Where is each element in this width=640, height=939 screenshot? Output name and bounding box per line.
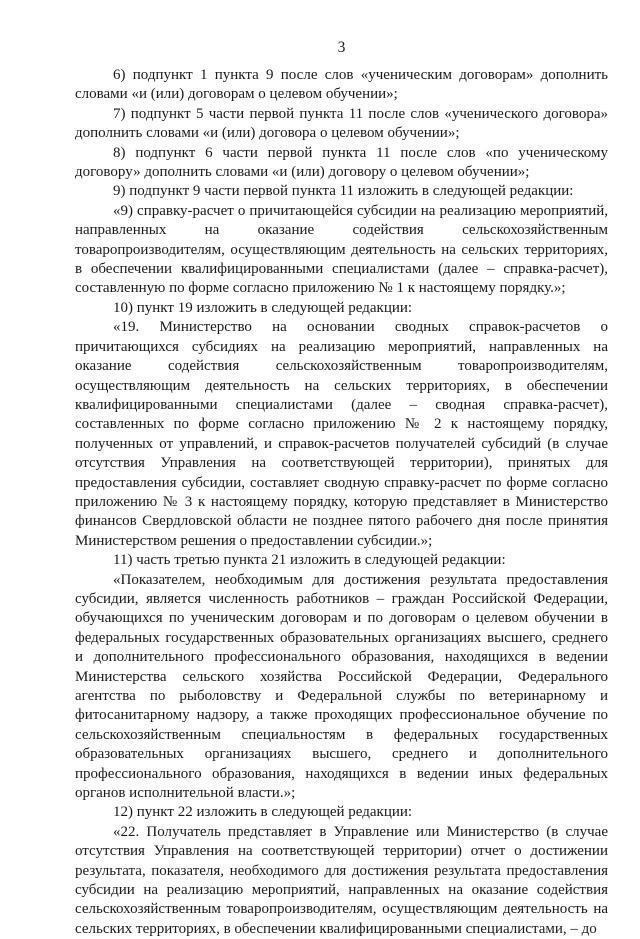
paragraph-quote-22: «22. Получатель представляет в Управление или Министерство (в случае отсутствия Управления на соответствующей территории) отчет о достижении результата, показателя, необходимого для достижения результата предоставления субсидии на реализацию мероприятий, направленных на оказание содействия сельскохозяйственным товаропроизводителям, осуществляющим деятельность на сельских территориях, в обеспечении квалифицированными специалистами, – до (75, 823, 608, 937)
paragraph-quote-indicator: «Показателем, необходимым для достижения результата предоставления субсидии, является численность работников – граждан Российской Федерации, обучающихся по ученическим договорам и по договорам о целевом обучении в федеральных государственных образовательных организациях высшего, среднего и дополнительного профессионального образования, находящихся в ведении Министерства сельского хозяйства Российской Федерации, Федерального агентства по рыболовству и Федеральной службы по ветеринарному и фитосанитарному надзору, а также проходящих профессиональное обучение по сельскохозяйственным специальностям в федеральных государственных образовательных организациях высшего, среднего и дополнительного профессионального образования, находящихся в ведении иных федеральных органов исполнительной власти.»; (75, 571, 608, 802)
page-number: 3 (337, 39, 346, 56)
paragraph-quote-9: «9) справку-расчет о причитающейся субсидии на реализацию мероприятий, направленных на оказание содействия сельскохозяйственным товаропроизводителям, осуществляющим деятельность на сельских территориях, в обеспечении квалифицированными специалистами (далее – справка-расчет), составленную по форме согласно приложению № 1 к настоящему порядку.»; (75, 202, 608, 297)
document-page (75, 38, 608, 939)
paragraph-item-7: 7) подпункт 5 части первой пункта 11 после слов «ученического договора» дополнить словами «и (или) договора о целевом обучении»; (75, 105, 608, 142)
paragraph-item-9: 9) подпункт 9 части первой пункта 11 изложить в следующей редакции: (113, 183, 574, 200)
paragraph-item-8: 8) подпункт 6 части первой пункта 11 после слов «по ученическому договору» дополнить словами «и (или) договору о целевом обучении»; (75, 144, 608, 181)
paragraph-item-12: 12) пункт 22 изложить в следующей редакции: (113, 804, 413, 821)
paragraph-quote-19: «19. Министерство на основании сводных справок-расчетов о причитающихся субсидиях на реализацию мероприятий, направленных на оказание содействия сельскохозяйственным товаропроизводителям, осуществляющим деятельность на сельских территориях, в обеспечении квалифицированными специалистами (далее – сводная справка-расчет), составленных по форме согласно приложению № 2 к настоящему порядку, полученных от управлений, и справок-расчетов получателей субсидий (в случае отсутствия Управления на соответствующей территории), принятых для предоставления субсидии, составляет сводную справку-расчет по форме согласно приложению № 3 к настоящему порядку, которую представляет в Министерство финансов Свердловской области не позднее пятого рабочего дня после принятия Министерством решения о предоставлении субсидии.»; (75, 319, 608, 549)
paragraph-item-10: 10) пункт 19 изложить в следующей редакции: (113, 299, 413, 316)
paragraph-item-6: 6) подпункт 1 пункта 9 после слов «ученическим договорам» дополнить словами «и (или) договорам о целевом обучении»; (75, 67, 608, 103)
paragraph-item-11: 11) часть третью пункта 21 изложить в следующей редакции: (113, 552, 506, 569)
